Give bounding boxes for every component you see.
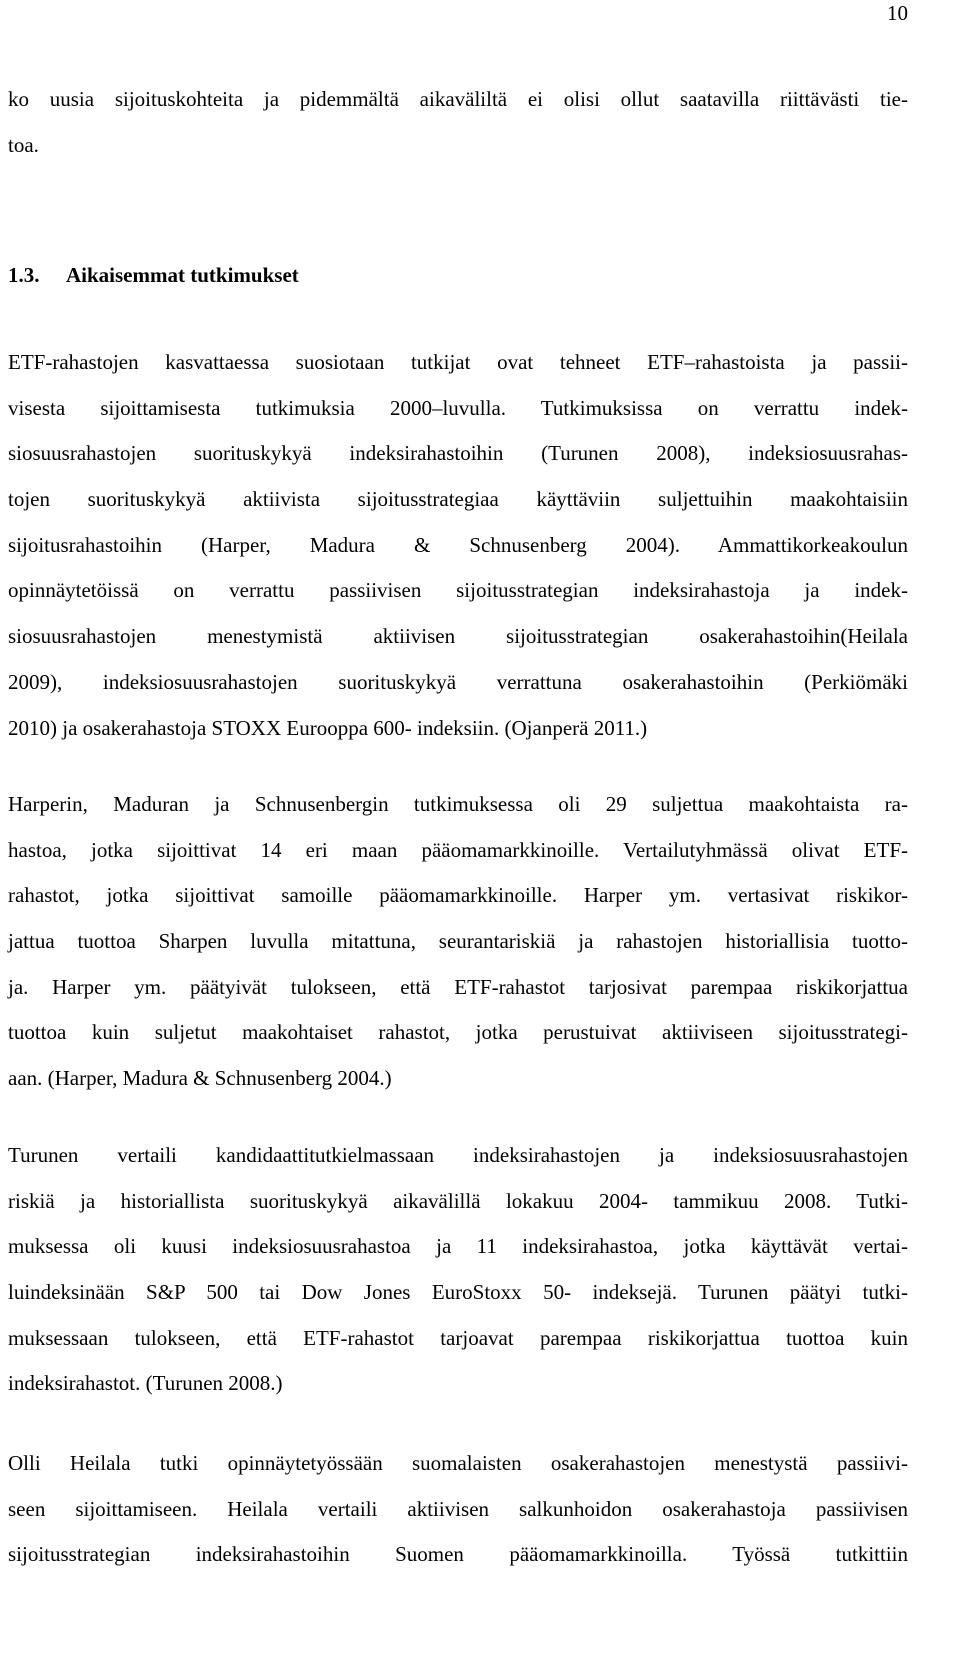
text-line: ko uusia sijoituskohteita ja pidemmältä aikaväliltä ei olisi ollut saatavilla riittävästi tie- xyxy=(8,87,908,111)
text-line: tuottoa kuin suljetut maakohtaiset rahastot, jotka perustuivat aktiiviseen sijoitusstrategi- xyxy=(8,1020,908,1045)
text-line: visesta sijoittamisesta tutkimuksia 2000–luvulla. Tutkimuksissa on verrattu indek- xyxy=(8,395,908,420)
text-line: opinnäytetöissä on verrattu passiivisen sijoitusstrategian indeksirahastoja ja indek- xyxy=(8,578,908,603)
paragraph-2 xyxy=(8,791,908,1111)
text-line: Olli Heilala tutki opinnäytetyössään suomalaisten osakerahastojen menestystä passiivi- xyxy=(8,1451,908,1475)
text-line: seen sijoittamiseen. Heilala vertaili aktiivisen salkunhoidon osakerahastoja passiivisen xyxy=(8,1496,908,1521)
paragraph-1 xyxy=(8,349,908,760)
text-line: ja. Harper ym. päätyivät tulokseen, että ETF-rahastot tarjosivat parempaa riskikorjattua xyxy=(8,974,908,999)
text-line: sijoitusrahastoihin (Harper, Madura & Schnusenberg 2004). Ammattikorkeakoulun xyxy=(8,532,908,557)
text-line: sijoitusstrategian indeksirahastoihin Suomen pääomamarkkinoilla. Työssä tutkittiin xyxy=(8,1542,908,1567)
paragraph-4 xyxy=(8,1450,908,1587)
text-line: muksessaan tulokseen, että ETF-rahastot tarjoavat parempaa riskikorjattua tuottoa kuin xyxy=(8,1325,908,1350)
text-line: rahastot, jotka sijoittivat samoille pääomamarkkinoille. Harper ym. vertasivat riskikor- xyxy=(8,883,908,908)
text-line: indeksirahastot. (Turunen 2008.) xyxy=(8,1371,283,1396)
text-line: muksessa oli kuusi indeksiosuusrahastoa ja 11 indeksirahastoa, jotka käyttävät vertai- xyxy=(8,1234,908,1259)
text-line: toa. xyxy=(8,132,39,157)
text-line: tojen suorituskykyä aktiivista sijoitusstrategiaa käyttäviin suljettuihin maakohtaisiin xyxy=(8,487,908,512)
text-line: ETF-rahastojen kasvattaessa suosiotaan tutkijat ovat tehneet ETF–rahastoista ja passii- xyxy=(8,350,908,374)
text-line: jattua tuottoa Sharpen luvulla mitattuna, seurantariskiä ja rahastojen historiallisia tuotto- xyxy=(8,929,908,954)
text-line: siosuusrahastojen menestymistä aktiivisen sijoitusstrategian osakerahastoihin(Heilala xyxy=(8,624,908,649)
text-line: luindeksinään S&P 500 tai Dow Jones EuroStoxx 50- indeksejä. Turunen päätyi tutki- xyxy=(8,1280,908,1305)
paragraph-3 xyxy=(8,1142,908,1416)
intro-paragraph xyxy=(8,86,908,177)
text-line: Turunen vertaili kandidaattitutkielmassaan indeksirahastojen ja indeksiosuusrahastojen xyxy=(8,1143,908,1167)
text-line: Harperin, Maduran ja Schnusenbergin tutkimuksessa oli 29 suljettua maakohtaista ra- xyxy=(8,792,908,816)
text-line: hastoa, jotka sijoittivat 14 eri maan pääomamarkkinoille. Vertailutyhmässä olivat ETF- xyxy=(8,837,908,862)
section-title: Aikaisemmat tutkimukset xyxy=(66,263,299,287)
page-number: 10 xyxy=(887,1,908,25)
text-line: siosuusrahastojen suorituskykyä indeksirahastoihin (Turunen 2008), indeksiosuusrahas- xyxy=(8,441,908,466)
text-line: aan. (Harper, Madura & Schnusenberg 2004.) xyxy=(8,1066,392,1091)
text-line: 2010) ja osakerahastoja STOXX Eurooppa 600- indeksiin. (Ojanperä 2011.) xyxy=(8,715,648,740)
text-line: 2009), indeksiosuusrahastojen suorituskykyä verrattuna osakerahastoihin (Perkiömäki xyxy=(8,669,908,694)
section-heading xyxy=(8,262,299,288)
text-line: riskiä ja historiallista suorituskykyä aikavälillä lokakuu 2004- tammikuu 2008. Tutki- xyxy=(8,1188,908,1213)
section-number: 1.3. xyxy=(8,263,40,287)
